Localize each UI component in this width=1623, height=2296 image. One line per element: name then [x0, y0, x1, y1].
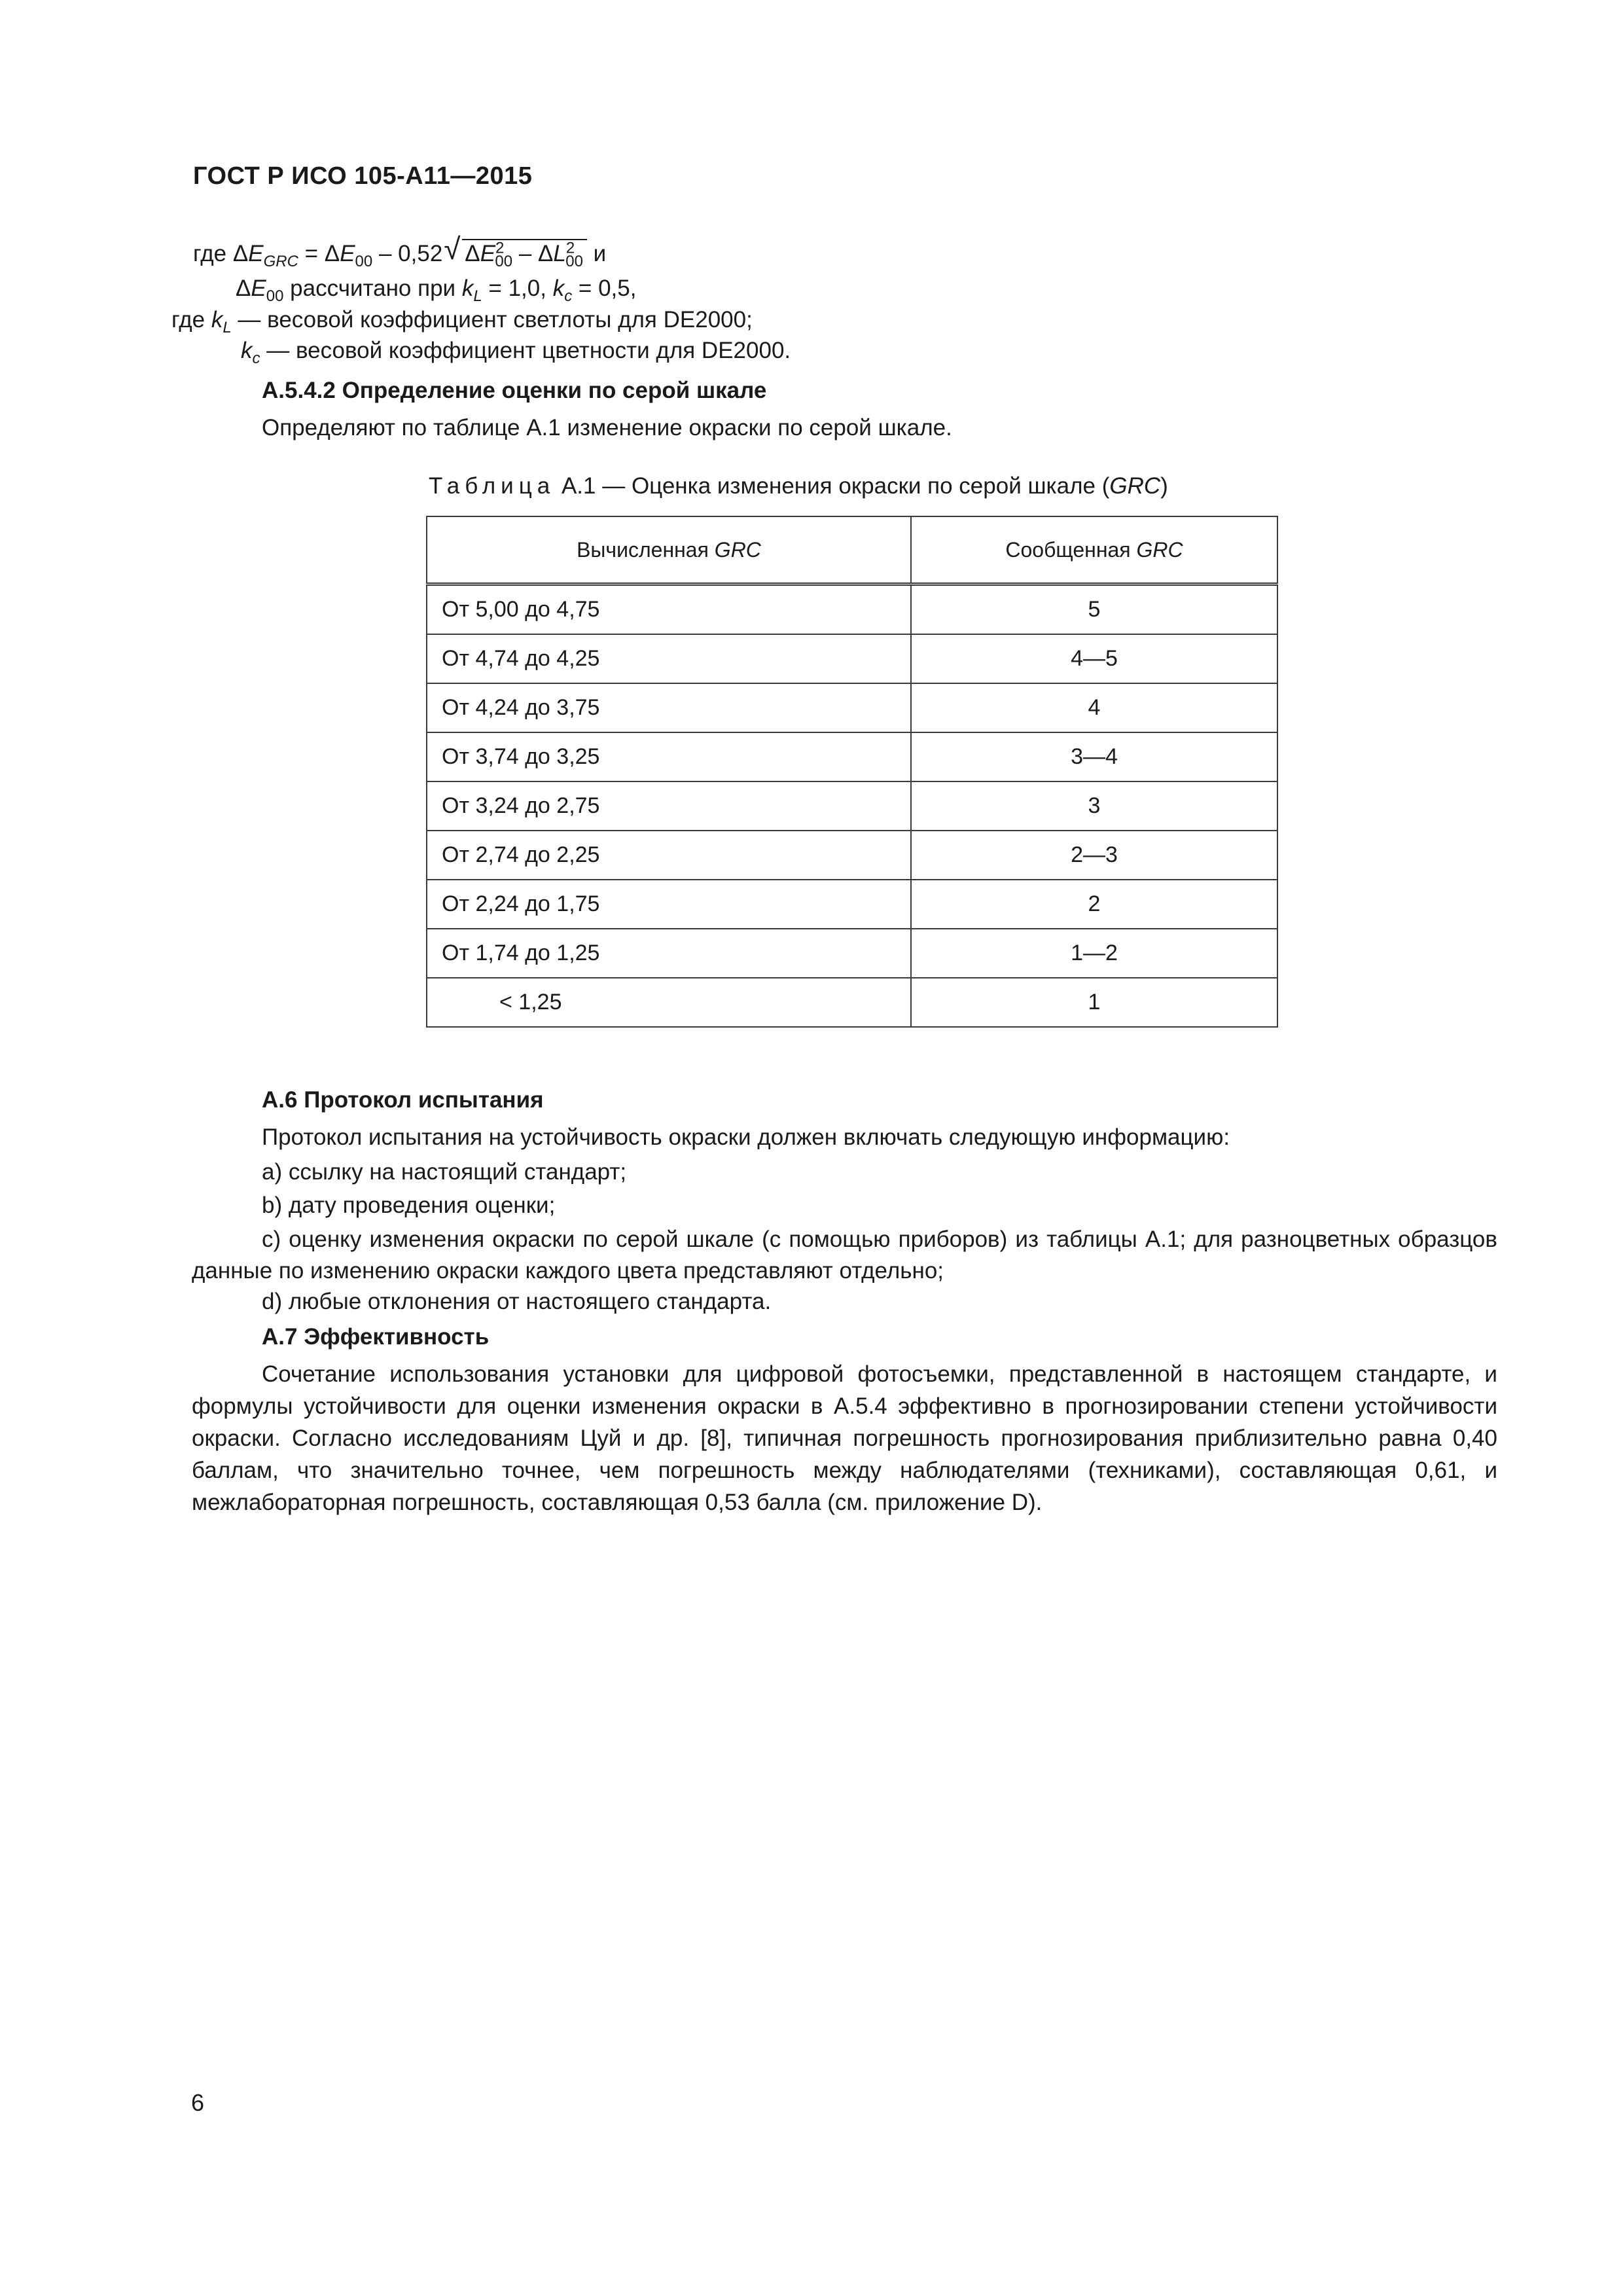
calc-text: рассчитано при — [283, 276, 462, 301]
var-e: E — [340, 241, 355, 266]
calc-cell: От 4,74 до 4,25 — [427, 634, 911, 683]
formula-where-label: где — [171, 307, 211, 332]
kl-description: — весовой коэффициент светлоты для DE2000; — [231, 307, 753, 332]
calc-cell: От 2,24 до 1,75 — [427, 880, 911, 929]
section-a6-item-c: с) оценку изменения окраски по серой шкале (с помощью приборов) из таблицы А.1; для разноцветных образцов данные по изменению окраски каждого цвета представляют отдельно; — [192, 1227, 1497, 1283]
col1-grc: GRC — [714, 537, 761, 562]
section-a542-text: Определяют по таблице А.1 изменение окраски по серой шкале. — [262, 415, 952, 440]
radicand — [462, 239, 587, 268]
formula-line-2 — [236, 275, 637, 305]
section-a7-title: А.7 Эффективность — [262, 1324, 490, 1350]
section-a6-title: А.6 Протокол испытания — [262, 1087, 544, 1113]
section-a6-item-d: d) любые отклонения от настоящего стандарта. — [262, 1289, 772, 1314]
caption-label: Таблица — [429, 473, 556, 499]
radical-icon: √ — [444, 232, 461, 266]
section-a7-text: Сочетание использования установки для цифровой фотосъемки, представленной в настоящем стандарте, и формулы устойчивости для оценки изменения окраски в А.5.4 эффективно в прогнозировании степени устойчивости окраски. Согласно исследованиям Цуй и др. [8], типичная погрешность прогнозирования приблизительно равна 0,40 баллам, что значительно точнее, чем погрешность между наблюдателями (техниками), составляющая 0,61, и межлабораторная погрешность, составляющая 0,53 балла (см. приложение D). — [192, 1361, 1497, 1515]
reported-cell: 5 — [911, 584, 1277, 635]
col-calculated-grc — [427, 516, 911, 584]
kc-value: = 0,5, — [572, 276, 637, 301]
square-root — [442, 232, 607, 270]
table-row — [427, 781, 1277, 831]
table-row — [427, 831, 1277, 880]
caption-grc: GRC — [1109, 473, 1161, 499]
sub-00: 00 — [565, 253, 583, 270]
kc-description: — весовой коэффициент цветности для DE2000. — [260, 338, 791, 363]
sub-c: c — [564, 287, 573, 305]
calc-cell: От 5,00 до 4,75 — [427, 584, 911, 635]
coefficient: – 0,52 — [372, 241, 443, 266]
table-row — [427, 929, 1277, 978]
section-a6-item-b: b) дату проведения оценки; — [262, 1193, 556, 1218]
formula-where-label: где — [193, 241, 233, 266]
calc-cell: От 3,24 до 2,75 — [427, 781, 911, 831]
page-number: 6 — [191, 2089, 205, 2116]
equals-sign: = — [298, 241, 325, 266]
calc-cell: От 4,24 до 3,75 — [427, 683, 911, 732]
reported-cell: 4—5 — [911, 634, 1277, 683]
section-a6-intro: Протокол испытания на устойчивость окраски должен включать следующую информацию: — [262, 1124, 1230, 1150]
calc-cell: От 1,74 до 1,25 — [427, 929, 911, 978]
col2-grc: GRC — [1136, 537, 1183, 562]
formula-line-4 — [241, 337, 791, 365]
var-l: L — [553, 241, 566, 266]
delta-symbol: Δ — [236, 276, 251, 301]
table-row — [427, 683, 1277, 732]
sub-00: 00 — [355, 253, 373, 270]
var-e: E — [480, 241, 496, 266]
sup-2: 2 — [495, 239, 505, 257]
reported-cell: 1—2 — [911, 929, 1277, 978]
col1-label: Вычисленная — [577, 537, 715, 562]
calc-cell: От 3,74 до 3,25 — [427, 732, 911, 781]
sub-00: 00 — [266, 287, 284, 305]
table-row — [427, 584, 1277, 635]
sub-l: L — [473, 287, 482, 305]
var-e: E — [248, 241, 264, 266]
minus-sign: – — [512, 241, 539, 266]
reported-cell: 2—3 — [911, 831, 1277, 880]
var-k: k — [552, 276, 565, 301]
caption-close: ) — [1160, 473, 1168, 499]
sub-grc: GRC — [263, 253, 298, 270]
kl-value: = 1,0, — [482, 276, 553, 301]
table-row — [427, 880, 1277, 929]
col2-label: Сообщенная — [1005, 537, 1137, 562]
calc-cell: От 2,74 до 2,25 — [427, 831, 911, 880]
document-header: ГОСТ Р ИСО 105-А11—2015 — [193, 162, 533, 190]
reported-cell: 3—4 — [911, 732, 1277, 781]
section-a542-title: А.5.4.2 Определение оценки по серой шкале — [262, 378, 767, 403]
table-caption — [429, 473, 1168, 499]
sub-c: c — [252, 350, 260, 367]
table-row — [427, 978, 1277, 1027]
sub-l: L — [223, 319, 232, 336]
var-k: k — [461, 276, 474, 301]
delta-symbol: Δ — [538, 241, 554, 266]
section-a6-item-a: а) ссылку на настоящий стандарт; — [262, 1159, 627, 1185]
formula-line-1 — [193, 232, 607, 270]
delta-symbol: Δ — [324, 241, 340, 266]
table-header-row — [427, 516, 1277, 584]
reported-cell: 1 — [911, 978, 1277, 1027]
and-word: и — [586, 241, 607, 266]
sub-00: 00 — [495, 253, 513, 270]
col-reported-grc — [911, 516, 1277, 584]
var-k: k — [211, 307, 223, 332]
formula-line-3 — [171, 306, 753, 334]
reported-cell: 2 — [911, 880, 1277, 929]
delta-symbol: Δ — [232, 241, 249, 266]
caption-text: А.1 — Оценка изменения окраски по серой шкале ( — [555, 473, 1110, 499]
delta-symbol: Δ — [465, 241, 480, 266]
table-row — [427, 634, 1277, 683]
var-k: k — [241, 338, 253, 363]
table-row — [427, 732, 1277, 781]
reported-cell: 3 — [911, 781, 1277, 831]
sup-2: 2 — [565, 239, 575, 257]
reported-cell: 4 — [911, 683, 1277, 732]
calc-cell: < 1,25 — [427, 978, 911, 1027]
grc-table — [426, 516, 1278, 1028]
var-e: E — [251, 276, 266, 301]
